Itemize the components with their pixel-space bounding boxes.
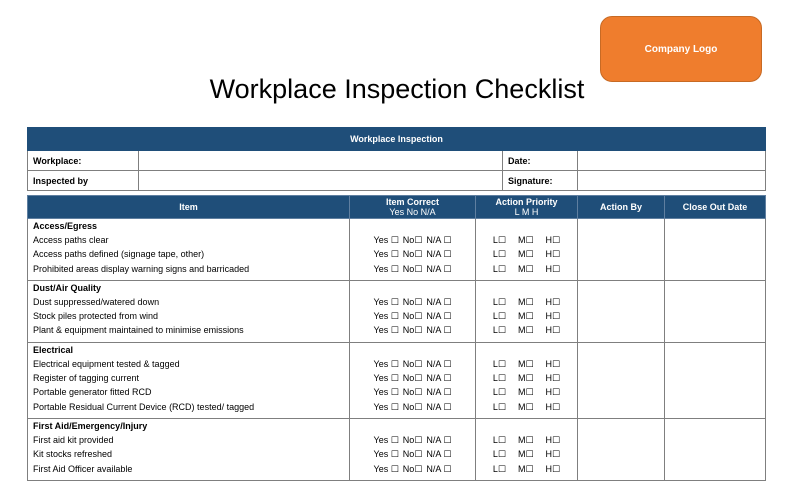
low-priority-checkbox[interactable]: L☐ [492, 463, 506, 474]
checklist-item-label: First Aid Officer available [33, 463, 133, 474]
low-priority-checkbox[interactable]: L☐ [492, 387, 506, 398]
checklist-section [28, 418, 766, 480]
low-priority-checkbox[interactable]: L☐ [492, 296, 506, 307]
no-checkbox[interactable]: No☐ [402, 401, 423, 412]
priority-options [476, 385, 577, 399]
yes-checkbox[interactable]: Yes ☐ [373, 358, 399, 369]
yes-checkbox[interactable]: Yes ☐ [373, 463, 399, 474]
section-items-cell [28, 219, 350, 281]
medium-priority-checkbox[interactable]: M☐ [517, 463, 534, 474]
yes-checkbox[interactable]: Yes ☐ [373, 249, 399, 260]
na-checkbox[interactable]: N/A ☐ [426, 325, 452, 336]
yes-checkbox[interactable]: Yes ☐ [373, 235, 399, 245]
high-priority-checkbox[interactable]: H☐ [545, 249, 561, 260]
priority-options [476, 371, 577, 385]
close-out-date-cell[interactable] [665, 342, 766, 418]
high-priority-checkbox[interactable]: H☐ [545, 463, 561, 474]
na-checkbox[interactable]: N/A ☐ [426, 263, 452, 274]
no-checkbox[interactable]: No☐ [402, 449, 423, 460]
low-priority-checkbox[interactable]: L☐ [492, 358, 506, 369]
checklist-item-label: First aid kit provided [33, 434, 114, 445]
priority-options [476, 462, 577, 476]
item-correct-cell [350, 219, 476, 281]
checklist-table [27, 195, 766, 481]
action-priority-cell [476, 418, 578, 480]
item-correct-cell [350, 418, 476, 480]
item-correct-subtitle: Yes No N/A [389, 207, 436, 217]
action-priority-cell [476, 219, 578, 281]
item-correct-column-header [350, 196, 476, 219]
na-checkbox[interactable]: N/A ☐ [426, 249, 452, 260]
high-priority-checkbox[interactable]: H☐ [545, 325, 561, 336]
signature-field[interactable] [578, 171, 766, 191]
checklist-item-label: Plant & equipment maintained to minimise emissions [33, 325, 244, 336]
medium-priority-checkbox[interactable]: M☐ [517, 235, 534, 245]
high-priority-checkbox[interactable]: H☐ [545, 358, 561, 369]
action-priority-subtitle: L M H [514, 207, 539, 217]
na-checkbox[interactable]: N/A ☐ [426, 358, 452, 369]
priority-options [476, 295, 577, 309]
item-correct-options [350, 385, 475, 399]
na-checkbox[interactable]: N/A ☐ [426, 373, 452, 384]
item-correct-cell [350, 342, 476, 418]
yes-checkbox[interactable]: Yes ☐ [373, 311, 399, 322]
na-checkbox[interactable]: N/A ☐ [426, 463, 452, 474]
checklist-item-label: Dust suppressed/watered down [33, 296, 160, 307]
na-checkbox[interactable]: N/A ☐ [426, 387, 452, 398]
item-correct-options [350, 323, 475, 337]
no-checkbox[interactable]: No☐ [402, 325, 423, 336]
low-priority-checkbox[interactable]: L☐ [492, 235, 506, 245]
no-checkbox[interactable]: No☐ [402, 373, 423, 384]
page-title: Workplace Inspection Checklist [209, 74, 585, 104]
action-priority-title: Action Priority [495, 197, 558, 207]
no-checkbox[interactable]: No☐ [402, 463, 423, 474]
no-checkbox[interactable]: No☐ [402, 249, 423, 260]
high-priority-checkbox[interactable]: H☐ [545, 401, 561, 412]
section-title: Access/Egress [33, 221, 98, 231]
item-correct-options [350, 262, 475, 276]
section-items-cell [28, 342, 350, 418]
yes-checkbox[interactable]: Yes ☐ [373, 387, 399, 398]
checklist-item-label: Electrical equipment tested & tagged [33, 358, 180, 369]
yes-checkbox[interactable]: Yes ☐ [373, 449, 399, 460]
workplace-field[interactable] [139, 151, 503, 171]
action-priority-cell [476, 342, 578, 418]
section-title: First Aid/Emergency/Injury [33, 420, 148, 431]
item-correct-options [350, 400, 475, 414]
action-priority-column-header [476, 196, 578, 219]
low-priority-checkbox[interactable]: L☐ [492, 449, 506, 460]
no-checkbox[interactable]: No☐ [402, 311, 423, 322]
item-correct-cell [350, 280, 476, 342]
low-priority-checkbox[interactable]: L☐ [492, 434, 506, 445]
high-priority-checkbox[interactable]: H☐ [545, 235, 561, 245]
checklist-item-label: Portable Residual Current Device (RCD) tested/ tagged [33, 401, 255, 412]
checklist-item-label: Access paths defined (signage tape, other) [33, 249, 205, 260]
company-logo: Company Logo [600, 16, 762, 82]
item-correct-options [350, 357, 475, 371]
high-priority-checkbox[interactable]: H☐ [545, 311, 561, 322]
no-checkbox[interactable]: No☐ [402, 358, 423, 369]
yes-checkbox[interactable]: Yes ☐ [373, 373, 399, 384]
no-checkbox[interactable]: No☐ [402, 263, 423, 274]
workplace-label: Workplace: [28, 151, 139, 171]
section-title: Dust/Air Quality [33, 282, 102, 293]
action-by-cell[interactable] [578, 342, 665, 418]
checklist-item-label: Portable generator fitted RCD [33, 387, 152, 398]
item-correct-title: Item Correct [385, 197, 439, 207]
item-correct-options [350, 247, 475, 261]
item-correct-options [350, 309, 475, 323]
medium-priority-checkbox[interactable]: M☐ [517, 311, 534, 322]
action-by-column-header: Action By [578, 196, 665, 219]
low-priority-checkbox[interactable]: L☐ [492, 249, 506, 260]
close-out-date-cell[interactable] [665, 280, 766, 342]
section-title: Electrical [33, 344, 74, 355]
checklist-item-label: Access paths clear [33, 235, 109, 245]
checklist-section [28, 342, 766, 418]
yes-checkbox[interactable]: Yes ☐ [373, 434, 399, 445]
item-correct-options [350, 447, 475, 461]
medium-priority-checkbox[interactable]: M☐ [517, 401, 534, 412]
item-correct-options [350, 433, 475, 447]
low-priority-checkbox[interactable]: L☐ [492, 325, 506, 336]
yes-checkbox[interactable]: Yes ☐ [373, 401, 399, 412]
na-checkbox[interactable]: N/A ☐ [426, 311, 452, 322]
close-out-column-header: Close Out Date [665, 196, 766, 219]
medium-priority-checkbox[interactable]: M☐ [517, 296, 534, 307]
medium-priority-checkbox[interactable]: M☐ [517, 434, 534, 445]
na-checkbox[interactable]: N/A ☐ [426, 235, 452, 245]
low-priority-checkbox[interactable]: L☐ [492, 401, 506, 412]
item-correct-options [350, 462, 475, 476]
date-label: Date: [503, 151, 578, 171]
medium-priority-checkbox[interactable]: M☐ [517, 263, 534, 274]
medium-priority-checkbox[interactable]: M☐ [517, 373, 534, 384]
na-checkbox[interactable]: N/A ☐ [426, 434, 452, 445]
inspection-details-table [27, 127, 766, 191]
item-correct-options [350, 233, 475, 247]
yes-checkbox[interactable]: Yes ☐ [373, 296, 399, 307]
high-priority-checkbox[interactable]: H☐ [545, 387, 561, 398]
checklist-section [28, 219, 766, 281]
item-correct-options [350, 371, 475, 385]
na-checkbox[interactable]: N/A ☐ [426, 449, 452, 460]
medium-priority-checkbox[interactable]: M☐ [517, 325, 534, 336]
details-heading: Workplace Inspection [28, 128, 766, 151]
high-priority-checkbox[interactable]: H☐ [545, 373, 561, 384]
priority-options [476, 247, 577, 261]
low-priority-checkbox[interactable]: L☐ [492, 263, 506, 274]
date-field[interactable] [578, 151, 766, 171]
priority-options [476, 447, 577, 461]
inspected-by-label: Inspected by [28, 171, 139, 191]
priority-options [476, 400, 577, 414]
action-by-cell[interactable] [578, 418, 665, 480]
no-checkbox[interactable]: No☐ [402, 434, 423, 445]
yes-checkbox[interactable]: Yes ☐ [373, 263, 399, 274]
priority-options [476, 433, 577, 447]
medium-priority-checkbox[interactable]: M☐ [517, 387, 534, 398]
low-priority-checkbox[interactable]: L☐ [492, 373, 506, 384]
high-priority-checkbox[interactable]: H☐ [545, 263, 561, 274]
section-items-cell [28, 280, 350, 342]
checklist-item-label: Register of tagging current [33, 373, 140, 384]
checklist-item-label: Prohibited areas display warning signs and barricaded [33, 263, 250, 274]
action-by-cell[interactable] [578, 219, 665, 281]
checklist-item-label: Kit stocks refreshed [33, 449, 113, 460]
high-priority-checkbox[interactable]: H☐ [545, 296, 561, 307]
no-checkbox[interactable]: No☐ [402, 296, 423, 307]
no-checkbox[interactable]: No☐ [402, 387, 423, 398]
medium-priority-checkbox[interactable]: M☐ [517, 358, 534, 369]
priority-options [476, 323, 577, 337]
high-priority-checkbox[interactable]: H☐ [545, 434, 561, 445]
medium-priority-checkbox[interactable]: M☐ [517, 449, 534, 460]
low-priority-checkbox[interactable]: L☐ [492, 311, 506, 322]
priority-options [476, 233, 577, 247]
checklist-item-label: Stock piles protected from wind [33, 311, 159, 322]
action-priority-cell [476, 280, 578, 342]
high-priority-checkbox[interactable]: H☐ [545, 449, 561, 460]
item-column-header: Item [28, 196, 350, 219]
signature-label: Signature: [503, 171, 578, 191]
action-by-cell[interactable] [578, 280, 665, 342]
na-checkbox[interactable]: N/A ☐ [426, 401, 452, 412]
no-checkbox[interactable]: No☐ [402, 235, 423, 245]
priority-options [476, 357, 577, 371]
close-out-date-cell[interactable] [665, 418, 766, 480]
checklist-section [28, 280, 766, 342]
priority-options [476, 262, 577, 276]
na-checkbox[interactable]: N/A ☐ [426, 296, 452, 307]
item-correct-options [350, 295, 475, 309]
yes-checkbox[interactable]: Yes ☐ [373, 325, 399, 336]
close-out-date-cell[interactable] [665, 219, 766, 281]
priority-options [476, 309, 577, 323]
section-items-cell [28, 418, 350, 480]
medium-priority-checkbox[interactable]: M☐ [517, 249, 534, 260]
inspected-by-field[interactable] [139, 171, 503, 191]
